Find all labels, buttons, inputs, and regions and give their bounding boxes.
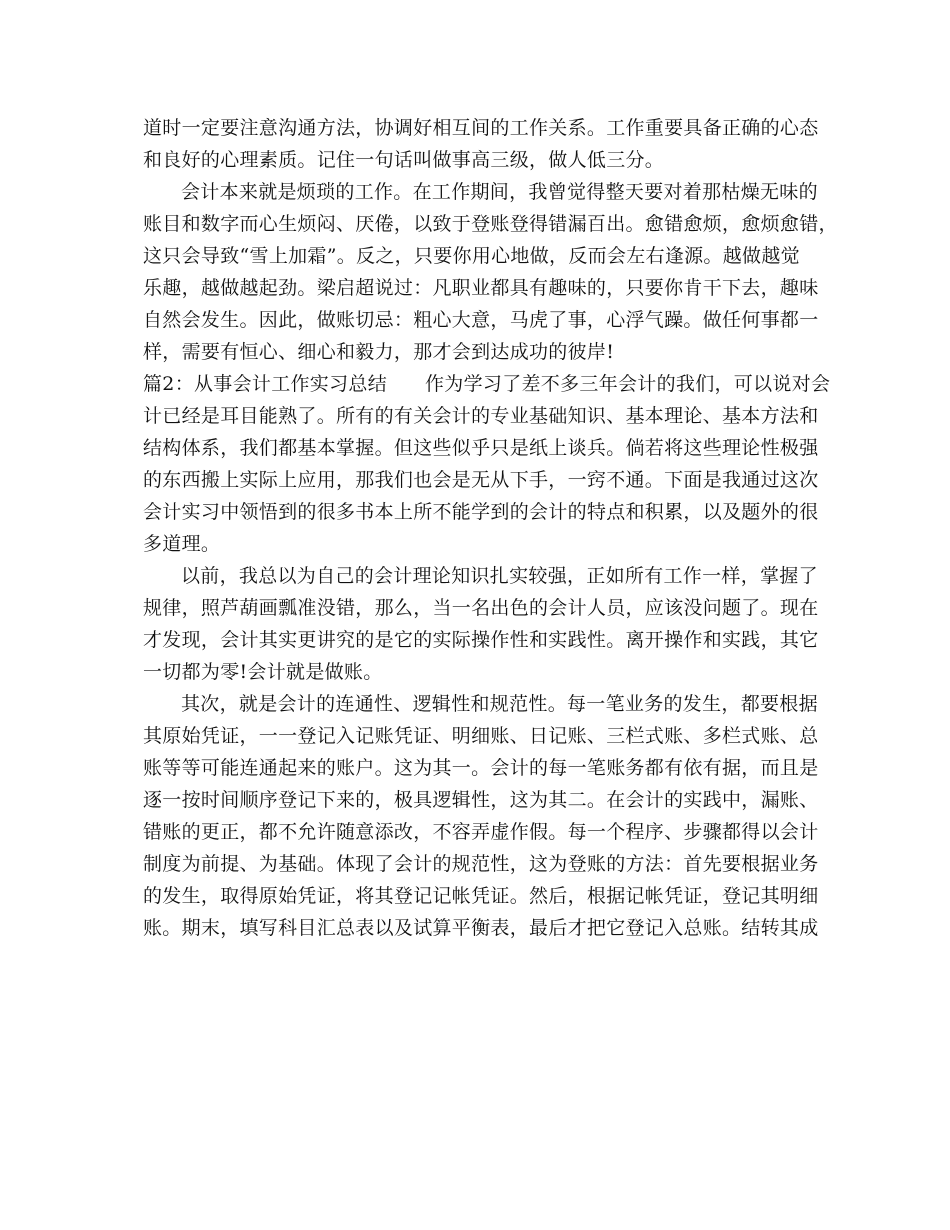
text-line: 道时一定要注意沟通方法，协调好相互间的工作关系。工作重要具备正确的心态	[143, 117, 819, 139]
section-heading-line	[143, 368, 831, 400]
document-body	[143, 112, 838, 944]
text-line: 自然会发生。因此，做账切忌：粗心大意，马虎了事，心浮气躁。做任何事都一	[143, 309, 819, 331]
text-line: 会计实习中领悟到的很多书本上所不能学到的会计的特点和积累，以及题外的很	[143, 501, 819, 523]
text-line: 的东西搬上实际上应用，那我们也会是无从下手，一窍不通。下面是我通过这次	[143, 469, 819, 491]
text-line: 制度为前提、为基础。体现了会计的规范性，这为登账的方法：首先要根据业务	[143, 853, 819, 875]
text-line: 多道理。	[143, 533, 221, 555]
text-line: 计已经是耳目能熟了。所有的有关会计的专业基础知识、基本理论、基本方法和	[143, 405, 819, 427]
text-line: 规律，照芦葫画瓢准没错，那么，当一名出色的会计人员，应该没问题了。现在	[143, 597, 819, 619]
text-line: 乐趣，越做越起劲。梁启超说过：凡职业都具有趣味的，只要你肯干下去，趣味	[143, 277, 819, 299]
text-line: 账等等可能连通起来的账户。这为其一。会计的每一笔账务都有依有据，而且是	[143, 757, 819, 779]
text-line: 账。期末，填写科目汇总表以及试算平衡表，最后才把它登记入总账。结转其成	[143, 917, 819, 939]
text-line: 一切都为零!会计就是做账。	[143, 661, 383, 683]
text-line: 这只会导致“雪上加霜”。反之，只要你用心地做，反而会左右逢源。越做越觉	[143, 245, 800, 267]
text-line: 样，需要有恒心、细心和毅力，那才会到达成功的彼岸!	[143, 341, 615, 363]
text-line: 错账的更正，都不允许随意添改，不容弄虚作假。每一个程序、步骤都得以会计	[143, 821, 819, 843]
paragraph-start-line: 会计本来就是烦琐的工作。在工作期间，我曾觉得整天要对着那枯燥无味的	[181, 181, 818, 203]
text-line: 其原始凭证，一一登记入记账凭证、明细账、日记账、三栏式账、多栏式账、总	[143, 725, 819, 747]
text-line: 和良好的心理素质。记住一句话叫做事高三级，做人低三分。	[143, 149, 665, 171]
text-line: 账目和数字而心生烦闷、厌倦，以致于登账登得错漏百出。愈错愈烦，愈烦愈错，	[143, 213, 838, 235]
section-intro-text: 作为学习了差不多三年会计的我们，可以说对会	[425, 373, 831, 395]
text-line: 才发现，会计其实更讲究的是它的实际操作性和实践性。离开操作和实践，其它	[143, 629, 819, 651]
text-line: 逐一按时间顺序登记下来的，极具逻辑性，这为其二。在会计的实践中，漏账、	[143, 789, 819, 811]
paragraph-start-line: 其次，就是会计的连通性、逻辑性和规范性。每一笔业务的发生，都要根据	[181, 693, 818, 715]
text-line: 结构体系，我们都基本掌握。但这些似乎只是纸上谈兵。倘若将这些理论性极强	[143, 437, 819, 459]
paragraph-start-line: 以前，我总以为自己的会计理论知识扎实较强，正如所有工作一样，掌握了	[181, 565, 818, 587]
section-heading: 篇2：从事会计工作实习总结	[143, 373, 387, 395]
text-line: 的发生，取得原始凭证，将其登记记帐凭证。然后，根据记帐凭证，登记其明细	[143, 885, 819, 907]
